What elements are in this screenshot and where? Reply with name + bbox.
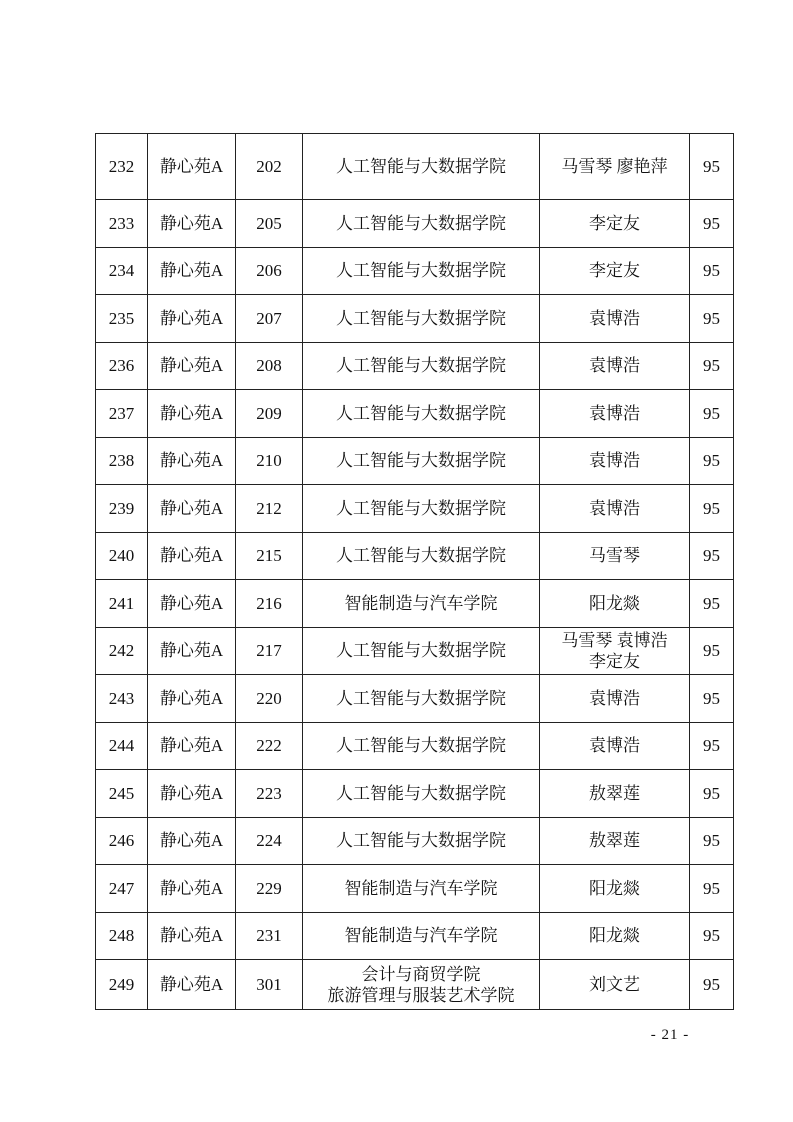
room-number-cell: 220 [236, 675, 303, 723]
room-number-cell: 217 [236, 627, 303, 675]
teacher-line: 袁博浩 [589, 498, 640, 518]
row-number-cell: 247 [96, 865, 148, 913]
teacher-line: 袁博浩 [589, 451, 640, 471]
college-line: 人工智能与大数据学院 [336, 308, 506, 328]
teacher-cell [540, 960, 690, 1010]
room-number-cell: 215 [236, 532, 303, 580]
score-cell: 95 [690, 485, 734, 533]
room-number-cell: 301 [236, 960, 303, 1010]
college-line: 人工智能与大数据学院 [336, 831, 506, 851]
college-cell [303, 485, 540, 533]
building-cell: 静心苑A [148, 675, 236, 723]
college-cell [303, 437, 540, 485]
table-row [96, 485, 734, 533]
row-number-cell: 235 [96, 295, 148, 343]
teacher-line: 李定友 [589, 651, 640, 671]
table-row [96, 722, 734, 770]
building-cell: 静心苑A [148, 817, 236, 865]
teacher-cell [540, 390, 690, 438]
table-row [96, 247, 734, 295]
college-line: 会计与商贸学院 [361, 964, 481, 984]
room-number-cell: 206 [236, 247, 303, 295]
score-cell: 95 [690, 134, 734, 200]
teacher-cell [540, 865, 690, 913]
room-number-cell: 207 [236, 295, 303, 343]
room-number-cell: 223 [236, 770, 303, 818]
room-number-cell: 224 [236, 817, 303, 865]
building-cell: 静心苑A [148, 247, 236, 295]
college-line: 旅游管理与服装艺术学院 [327, 985, 515, 1005]
building-cell: 静心苑A [148, 865, 236, 913]
college-cell [303, 532, 540, 580]
teacher-line: 李定友 [589, 213, 640, 233]
score-cell: 95 [690, 627, 734, 675]
score-cell: 95 [690, 247, 734, 295]
college-cell [303, 770, 540, 818]
table-row [96, 865, 734, 913]
score-cell: 95 [690, 295, 734, 343]
teacher-line: 敖翠莲 [589, 783, 640, 803]
building-cell: 静心苑A [148, 437, 236, 485]
college-line: 智能制造与汽车学院 [344, 878, 498, 898]
table-row [96, 770, 734, 818]
table-row [96, 532, 734, 580]
room-number-cell: 216 [236, 580, 303, 628]
score-cell: 95 [690, 865, 734, 913]
teacher-cell [540, 912, 690, 960]
teacher-cell [540, 295, 690, 343]
building-cell: 静心苑A [148, 390, 236, 438]
table-row [96, 295, 734, 343]
row-number-cell: 239 [96, 485, 148, 533]
table-row [96, 580, 734, 628]
college-line: 智能制造与汽车学院 [344, 926, 498, 946]
college-line: 人工智能与大数据学院 [336, 213, 506, 233]
teacher-line: 阳龙燚 [589, 926, 640, 946]
row-number-cell: 248 [96, 912, 148, 960]
teacher-line: 敖翠莲 [589, 831, 640, 851]
teacher-line: 袁博浩 [589, 308, 640, 328]
teacher-line: 马雪琴 [589, 546, 640, 566]
row-number-cell: 236 [96, 342, 148, 390]
teacher-line: 马雪琴 廖艳萍 [561, 157, 668, 176]
teacher-cell [540, 770, 690, 818]
college-line: 人工智能与大数据学院 [336, 403, 506, 423]
row-number-cell: 241 [96, 580, 148, 628]
teacher-cell [540, 580, 690, 628]
score-cell: 95 [690, 770, 734, 818]
table-row [96, 675, 734, 723]
college-cell [303, 817, 540, 865]
teacher-cell [540, 200, 690, 248]
teacher-cell [540, 722, 690, 770]
room-number-cell: 229 [236, 865, 303, 913]
row-number-cell: 242 [96, 627, 148, 675]
room-number-cell: 209 [236, 390, 303, 438]
college-line: 人工智能与大数据学院 [336, 451, 506, 471]
college-cell [303, 865, 540, 913]
teacher-line: 李定友 [589, 261, 640, 281]
table-row [96, 627, 734, 675]
row-number-cell: 243 [96, 675, 148, 723]
teacher-line: 袁博浩 [589, 356, 640, 376]
building-cell: 静心苑A [148, 580, 236, 628]
table-row [96, 200, 734, 248]
college-cell [303, 627, 540, 675]
college-cell [303, 134, 540, 200]
row-number-cell: 232 [96, 134, 148, 200]
college-cell [303, 390, 540, 438]
room-number-cell: 202 [236, 134, 303, 200]
table-row [96, 390, 734, 438]
building-cell: 静心苑A [148, 770, 236, 818]
row-number-cell: 244 [96, 722, 148, 770]
building-cell: 静心苑A [148, 960, 236, 1010]
teacher-cell [540, 675, 690, 723]
college-cell [303, 200, 540, 248]
teacher-line: 马雪琴 袁博浩 [561, 630, 668, 650]
college-line: 人工智能与大数据学院 [336, 688, 506, 708]
score-cell: 95 [690, 817, 734, 865]
table-row [96, 134, 734, 200]
room-number-cell: 205 [236, 200, 303, 248]
teacher-line: 袁博浩 [589, 688, 640, 708]
teacher-cell [540, 485, 690, 533]
college-cell [303, 342, 540, 390]
building-cell: 静心苑A [148, 627, 236, 675]
teacher-cell [540, 247, 690, 295]
row-number-cell: 234 [96, 247, 148, 295]
table-row [96, 342, 734, 390]
table-body [96, 134, 734, 1010]
college-cell [303, 912, 540, 960]
building-cell: 静心苑A [148, 532, 236, 580]
building-cell: 静心苑A [148, 722, 236, 770]
room-number-cell: 231 [236, 912, 303, 960]
score-cell: 95 [690, 675, 734, 723]
row-number-cell: 240 [96, 532, 148, 580]
score-cell: 95 [690, 722, 734, 770]
row-number-cell: 237 [96, 390, 148, 438]
college-cell [303, 960, 540, 1010]
teacher-line: 阳龙燚 [589, 593, 640, 613]
score-cell: 95 [690, 532, 734, 580]
row-number-cell: 246 [96, 817, 148, 865]
teacher-line: 阳龙燚 [589, 878, 640, 898]
college-cell [303, 675, 540, 723]
table-row [96, 912, 734, 960]
score-cell: 95 [690, 342, 734, 390]
room-number-cell: 210 [236, 437, 303, 485]
college-line: 人工智能与大数据学院 [336, 356, 506, 376]
building-cell: 静心苑A [148, 912, 236, 960]
score-cell: 95 [690, 437, 734, 485]
college-line: 人工智能与大数据学院 [336, 261, 506, 281]
building-cell: 静心苑A [148, 295, 236, 343]
page-number: - 21 - [650, 1027, 690, 1043]
row-number-cell: 233 [96, 200, 148, 248]
building-cell: 静心苑A [148, 134, 236, 200]
college-cell [303, 247, 540, 295]
college-line: 人工智能与大数据学院 [336, 498, 506, 518]
score-cell: 95 [690, 200, 734, 248]
college-line: 智能制造与汽车学院 [344, 593, 498, 613]
teacher-line: 袁博浩 [589, 736, 640, 756]
college-line: 人工智能与大数据学院 [336, 783, 506, 803]
score-cell: 95 [690, 960, 734, 1010]
building-cell: 静心苑A [148, 485, 236, 533]
row-number-cell: 249 [96, 960, 148, 1010]
college-line: 人工智能与大数据学院 [336, 641, 506, 661]
college-line: 人工智能与大数据学院 [336, 157, 506, 176]
table-row [96, 437, 734, 485]
table-row [96, 960, 734, 1010]
room-number-cell: 222 [236, 722, 303, 770]
college-cell [303, 722, 540, 770]
teacher-cell [540, 817, 690, 865]
college-line: 人工智能与大数据学院 [336, 546, 506, 566]
room-number-cell: 208 [236, 342, 303, 390]
teacher-cell [540, 342, 690, 390]
college-line: 人工智能与大数据学院 [336, 736, 506, 756]
row-number-cell: 245 [96, 770, 148, 818]
building-cell: 静心苑A [148, 342, 236, 390]
score-cell: 95 [690, 390, 734, 438]
teacher-line: 袁博浩 [589, 403, 640, 423]
building-cell: 静心苑A [148, 200, 236, 248]
college-cell [303, 580, 540, 628]
teacher-cell [540, 437, 690, 485]
dormitory-score-table [95, 133, 734, 1010]
score-cell: 95 [690, 912, 734, 960]
row-number-cell: 238 [96, 437, 148, 485]
teacher-cell [540, 627, 690, 675]
room-number-cell: 212 [236, 485, 303, 533]
teacher-line: 刘文艺 [589, 975, 640, 994]
score-cell: 95 [690, 580, 734, 628]
table-row [96, 817, 734, 865]
college-cell [303, 295, 540, 343]
teacher-cell [540, 532, 690, 580]
teacher-cell [540, 134, 690, 200]
